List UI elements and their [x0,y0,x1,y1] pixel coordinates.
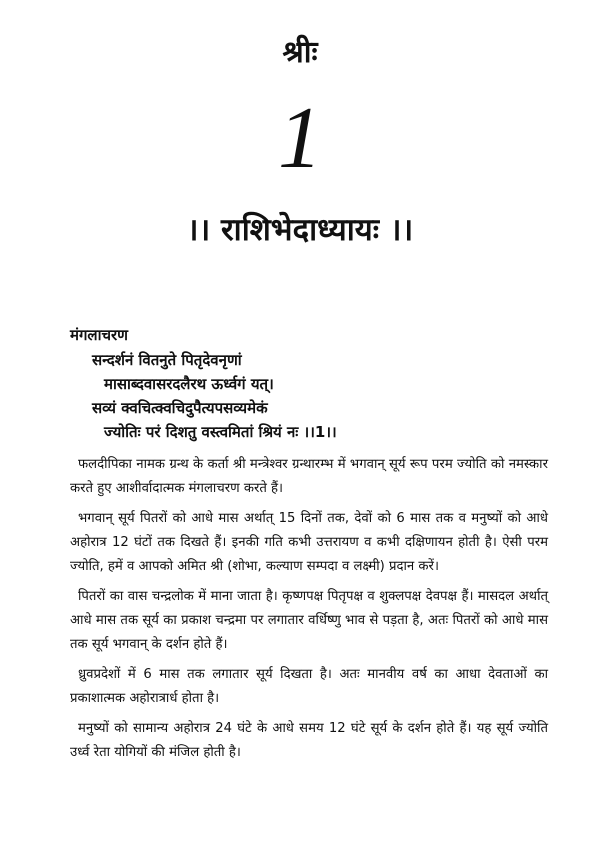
section-heading: मंगलाचरण [70,326,128,344]
verse-line: सव्यं क्वचित्क्वचिदुपैत्यपसव्यमेकं [92,399,268,417]
paragraph: भगवान् सूर्य पितरों को आधे मास अर्थात् 15 दिनों तक, देवों को 6 मास तक व मनुष्यों को आधे अहोरात्र 12 घंटों तक दिखते हैं। इनकी गति कभी उत्तरायण व कभी दक्षिणायन होती है। ऐसी परम ज्योति, हमें व आपको अमित श्री (शोभा, कल्याण सम्पदा व लक्ष्मी) प्रदान करें। [70,511,548,574]
verse-line: मासाब्दवासरदलैरथ ऊर्ध्वगं यत्। [104,375,274,393]
chapter-title: ।। राशिभेदाध्यायः ।। [186,212,414,248]
paragraph: ध्रुवप्रदेशों में 6 मास तक लगातार सूर्य दिखता है। अतः मानवीय वर्ष का आधा देवताओं का प्रकाशात्मक अहोरात्रार्ध होता है। [70,667,548,706]
verse-line: सन्दर्शनं वितनुते पितृदेवनृणां [92,351,242,369]
paragraph: फलदीपिका नामक ग्रन्थ के कर्ता श्री मन्त्रेश्वर ग्रन्थारम्भ में भगवान् सूर्य रूप परम ज्योति को नमस्कार करते हुए आशीर्वादात्मक मंगलाचरण करते हैं। [70,457,548,496]
paragraph: पितरों का वास चन्द्रलोक में माना जाता है। कृष्णपक्ष पितृपक्ष व शुक्लपक्ष देवपक्ष हैं। मासदल अर्थात् आधे मास तक सूर्य का प्रकाश चन्द्रमा पर लगातार वर्धिष्णु भाव से पड़ता है, अतः पितरों को आधे मास तक सूर्य भगवान् के दर्शन होते हैं। [70,589,548,652]
verse-line: ज्योतिः परं दिशतु वस्त्वमितां श्रियं नः ।।1।। [104,423,337,441]
paragraph: मनुष्यों को सामान्य अहोरात्र 24 घंटे के आधे समय 12 घंटे सूर्य के दर्शन होते हैं। यह सूर्य ज्योति उर्ध्व रेता योगियों की मंजिल होती है। [70,721,548,760]
invocation-heading: श्रीः [282,35,318,70]
commentary-text [70,453,548,771]
chapter-number: 1 [278,90,322,187]
